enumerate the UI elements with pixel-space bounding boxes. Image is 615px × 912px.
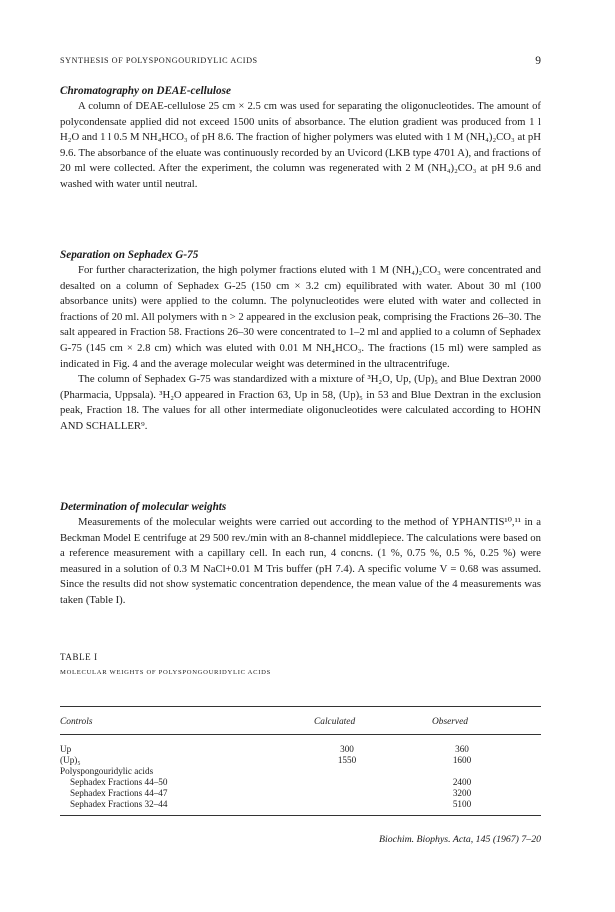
table-row [60, 755, 541, 766]
section-heading: Separation on Sephadex G-75 [60, 249, 199, 261]
section-heading: Determination of molecular weights [60, 501, 227, 513]
row-label: Polyspongouridylic acids [60, 766, 154, 776]
section-heading: Chromatography on DEAE-cellulose [60, 85, 231, 97]
calculated-value: 1550 [337, 755, 357, 765]
table-row [60, 777, 541, 788]
table-row [60, 799, 541, 810]
body-paragraph: For further characterization, the high polymer fractions eluted with 1 M (NH₄)₂CO₃ were concentrated and desalted on a column of Sephadex G-25 (150 cm × 3.2 cm) equilibrated with water. About 30 ml (100 absorbance units) were applied to the column. The polynucleotides were eluted with water and collected in fractions of 20 ml. All polymers with n > 2 appeared in the exclusion peak, comprising the Fractions 26–30. The salt appeared in Fraction 58. Fractions 26–30 were concentrated to 1–2 ml and applied to a column of Sephadex G-75 (145 cm × 2.8 cm) which was eluted with 0.01 M NH₄HCO₃. The fractions (15 ml) were sampled as indicated in Fig. 4 and the average molecular weight was determined in the ultracentrifuge. [60, 264, 541, 370]
observed-value: 1600 [452, 755, 472, 765]
body-paragraph: The column of Sephadex G-75 was standardized with a mixture of ³H₂O, Up, (Up)₅ and Blue Dextran 2000 (Pharmacia, Uppsala). ³H₂O appeared in Fraction 63, Up in 58, (Up)₅ in 53 and Blue Dextran in the exclusion peak, Fraction 18. The values for all other intermediate oligonucleotides were calculated according to HOHN AND SCHALLER⁹. [60, 373, 541, 432]
running-title: SYNTHESIS OF POLYSPONGOURIDYLIC ACIDS [60, 56, 258, 65]
table-bottom-rule [60, 815, 541, 816]
body-paragraph: A column of DEAE-cellulose 25 cm × 2.5 cm was used for separating the oligonucleotides. The amount of polycondensate applied did not exceed 1500 units of absorbance. The elution gradient was produced from 1 l H₂O and 1 l 0.5 M NH₄HCO₃ of pH 8.6. The fraction of higher polymers was eluted with 1 M (NH₄)₂CO₃ at pH 9.6. The absorbance of the eluate was continuously recorded by an Uvicord (LKB type 4701 A), and fractions of 20 ml were collected. After the experiment, the column was regenerated with 2 M (NH₄)₂CO₃ at pH 9.6 and washed with water until neutral. [60, 100, 541, 190]
row-label: Up [60, 744, 72, 754]
observed-value: 5100 [452, 799, 472, 809]
table-row [60, 788, 541, 799]
observed-value: 3200 [452, 788, 472, 798]
calculated-value: 300 [340, 744, 354, 754]
page-number: 9 [535, 55, 541, 67]
section-sephadex [60, 248, 541, 435]
column-header-observed: Observed [432, 717, 468, 727]
journal-citation: Biochim. Biophys. Acta, 145 (1967) 7–20 [379, 834, 541, 845]
row-label: Sephadex Fractions 32–44 [70, 799, 168, 809]
section-chromatography [60, 84, 541, 193]
row-label: (Up)₅ [60, 755, 81, 765]
row-label: Sephadex Fractions 44–50 [70, 777, 168, 787]
section-molecular-weights [60, 500, 541, 609]
table-row [60, 744, 541, 755]
observed-value: 2400 [452, 777, 472, 787]
column-header-calculated: Calculated [314, 717, 356, 727]
row-label: Sephadex Fractions 44–47 [70, 788, 168, 798]
table-caption: MOLECULAR WEIGHTS OF POLYSPONGOURIDYLIC ACIDS [60, 669, 271, 676]
observed-value: 360 [455, 744, 469, 754]
running-head [60, 56, 541, 70]
table-top-rule [60, 706, 541, 707]
body-paragraph: Measurements of the molecular weights were carried out according to the method of YPHANTIS¹⁰,¹¹ in a Beckman Model E centrifuge at 29 500 rev./min with an 8-channel middlepiece. The calculations were based on a reference measurement with a capillary cell. In each run, 4 concns. (1 %, 0.75 %, 0.5 %, 0.25 %) were measured in a solution of 0.3 M NaCl+0.01 M Tris buffer (pH 7.4). A specific volume V = 0.68 was assumed. Since the results did not show systematic concentration dependence, the mean value of the 4 measurements was taken (Table I). [60, 516, 541, 606]
table-label: TABLE I [60, 652, 98, 662]
table-header-rule [60, 734, 541, 735]
column-header-controls: Controls [60, 717, 93, 727]
table-row [60, 766, 541, 777]
